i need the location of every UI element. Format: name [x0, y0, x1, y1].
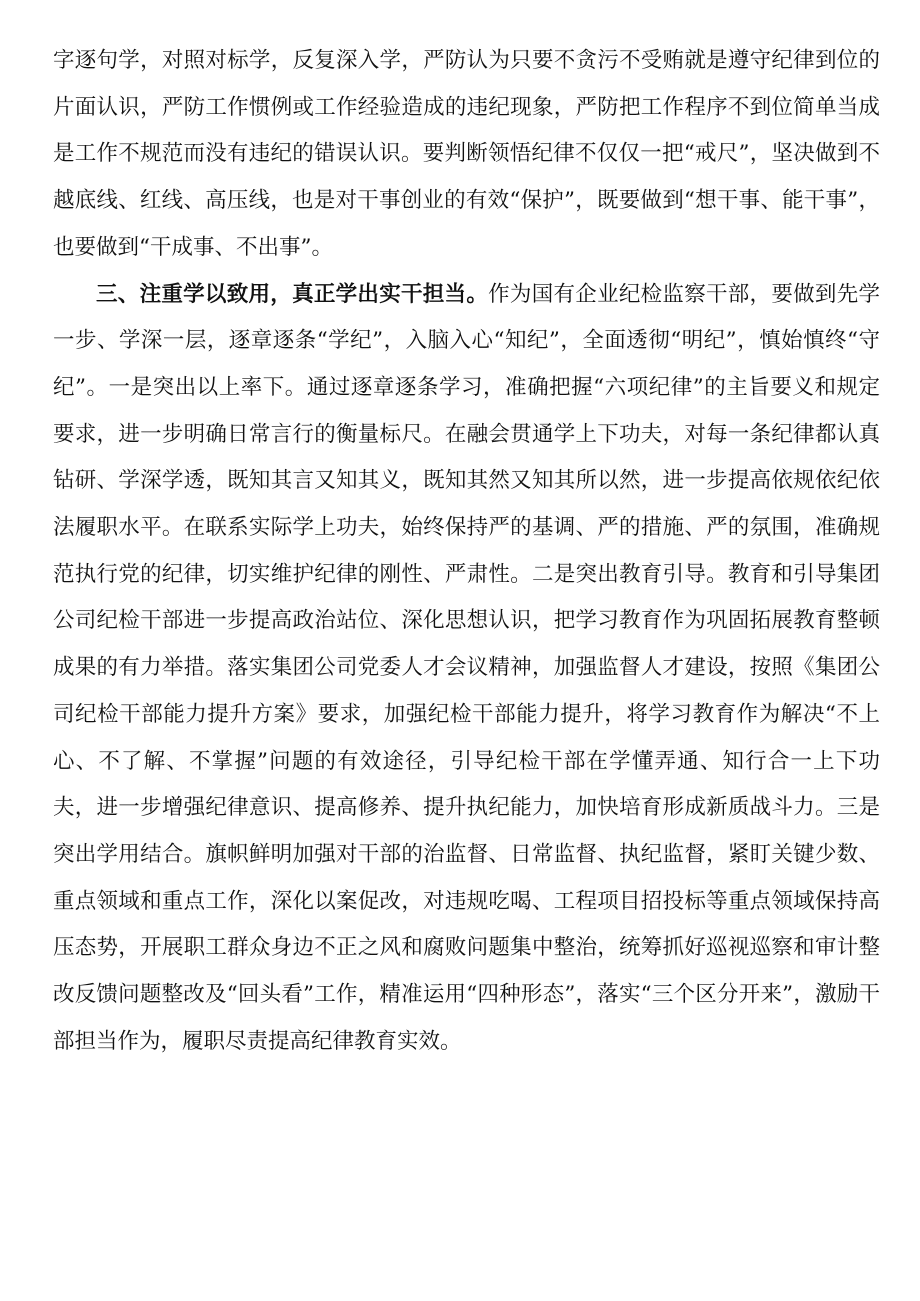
- continued-paragraph: 字逐句学，对照对标学，反复深入学，严防认为只要不贪污不受贿就是遵守纪律到位的片面认识，严防工作惯例或工作经验造成的违纪现象，严防把工作程序不到位简单当成是工作不规范而没有违纪的错误认识。要判断领悟纪律不仅仅一把“戒尺”，坚决做到不越底线、红线、高压线，也是对干事创业的有效“保护”，既要做到“想干事、能干事”，也要做到“干成事、不出事”。: [53, 48, 880, 260]
- section-three-heading: 三、注重学以致用，真正学出实干担当。: [96, 281, 489, 307]
- section-three-paragraph: [53, 272, 880, 1066]
- document-page: [53, 38, 880, 1065]
- section-three-body: 作为国有企业纪检监察干部，要做到先学一步、学深一层，逐章逐条“学纪”，入脑入心“知纪”，全面透彻“明纪”，慎始慎终“守纪”。一是突出以上率下。通过逐章逐条学习，准确把握“六项纪律”的主旨要义和规定要求，进一步明确日常言行的衡量标尺。在融会贯通学上下功夫，对每一条纪律都认真钻研、学深学透，既知其言又知其义，既知其然又知其所以然，进一步提高依规依纪依法履职水平。在联系实际学上功夫，始终保持严的基调、严的措施、严的氛围，准确规范执行党的纪律，切实维护纪律的刚性、严肃性。二是突出教育引导。教育和引导集团公司纪检干部进一步提高政治站位、深化思想认识，把学习教育作为巩固拓展教育整顿成果的有力举措。落实集团公司党委人才会议精神，加强监督人才建设，按照《集团公司纪检干部能力提升方案》要求，加强纪检干部能力提升，将学习教育作为解决“不上心、不了解、不掌握”问题的有效途径，引导纪检干部在学懂弄通、知行合一上下功夫，进一步增强纪律意识、提高修养、提升执纪能力，加快培育形成新质战斗力。三是突出学用结合。旗帜鲜明加强对干部的治监督、日常监督、执纪监督，紧盯关键少数、重点领域和重点工作，深化以案促改，对违规吃喝、工程项目招投标等重点领域保持高压态势，开展职工群众身边不正之风和腐败问题集中整治，统筹抓好巡视巡察和审计整改反馈问题整改及“回头看”工作，精准运用“四种形态”，落实“三个区分开来”，激励干部担当作为，履职尽责提高纪律教育实效。: [53, 281, 880, 1054]
